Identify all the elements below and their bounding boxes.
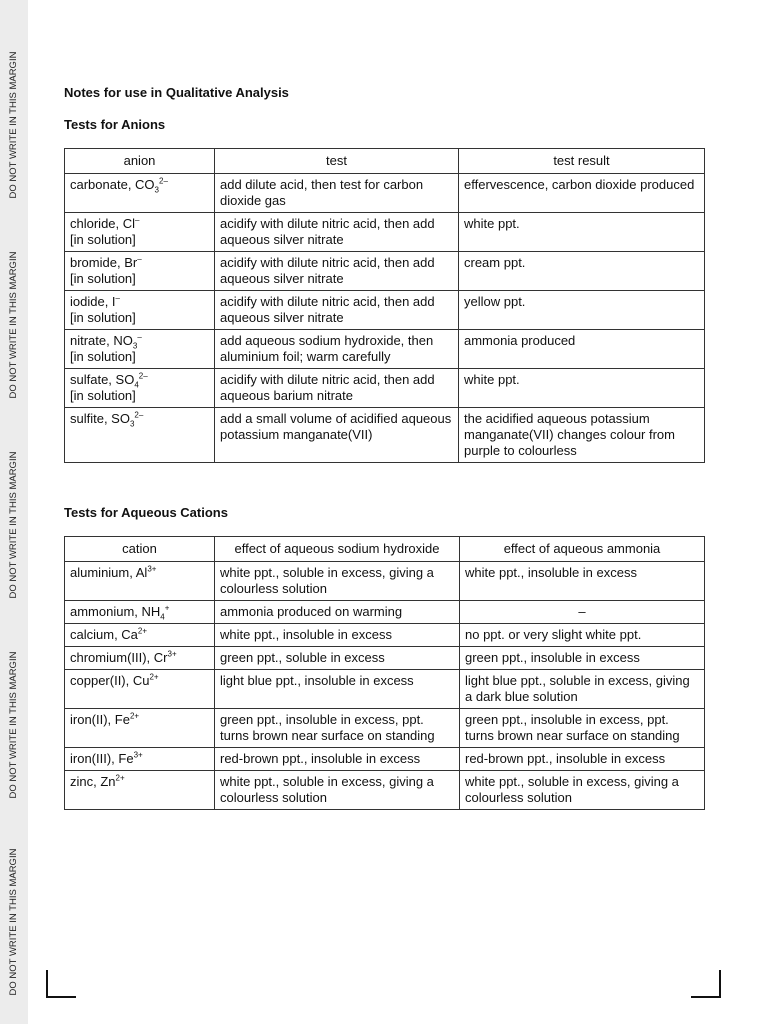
column-header: anion [65,149,215,174]
table-row [65,562,705,601]
result-cell: the acidified aqueous potassium manganate(VII) changes colour from purple to colourless [459,408,705,463]
table-row [65,252,705,291]
crop-mark-right [691,996,721,998]
column-header: test result [459,149,705,174]
anion-subscript: 3 [132,341,138,351]
table-row [65,771,705,810]
anion-name: carbonate, CO [70,177,155,192]
page-title: Notes for use in Qualitative Analysis [64,85,289,100]
table-row [65,408,705,463]
cation-cell [65,748,215,771]
margin-warning: DO NOT WRITE IN THIS MARGIN [8,251,19,399]
result-cell: cream ppt. [459,252,705,291]
cation-name: iron(II), Fe [70,712,130,727]
column-header: effect of aqueous ammonia [460,537,705,562]
anions-table [64,148,705,463]
cation-charge: 3+ [147,564,157,574]
anion-charge: 2– [159,176,168,186]
ammonia-effect-cell: white ppt., soluble in excess, giving a colourless solution [460,771,705,810]
anion-charge: 2– [134,410,144,420]
crop-mark-left [46,970,48,998]
ammonia-effect-cell: green ppt., insoluble in excess [460,647,705,670]
cation-subscript: 4 [160,612,165,622]
anion-name: sulfate, SO [70,372,135,387]
table-row [65,709,705,748]
result-cell: ammonia produced [459,330,705,369]
anion-note: [in solution] [70,232,136,247]
column-header: test [215,149,459,174]
anion-name: bromide, Br [70,255,138,270]
anion-charge: 2– [138,371,148,381]
cation-name: aluminium, Al [70,565,148,580]
ammonia-effect-cell: red-brown ppt., insoluble in excess [460,748,705,771]
cation-name: chromium(III), Cr [70,650,168,665]
result-cell: white ppt. [459,369,705,408]
cation-cell [65,771,215,810]
column-header: cation [65,537,215,562]
naoh-effect-cell: white ppt., soluble in excess, giving a colourless solution [215,771,460,810]
cation-charge: 2+ [149,672,159,682]
cations-table [64,536,705,810]
result-cell: effervescence, carbon dioxide produced [459,174,705,213]
cation-charge: 2+ [129,711,140,721]
result-cell: white ppt. [459,213,705,252]
table-row [65,624,705,647]
naoh-effect-cell: green ppt., insoluble in excess, ppt. turns brown near surface on standing [215,709,460,748]
test-cell: add a small volume of acidified aqueous potassium manganate(VII) [215,408,459,463]
cation-charge: 2+ [115,773,125,783]
table-row [65,213,705,252]
cation-cell [65,562,215,601]
cation-cell [65,601,215,624]
table-row [65,670,705,709]
margin-warning: DO NOT WRITE IN THIS MARGIN [8,51,19,199]
ammonia-effect-cell: – [460,601,705,624]
ammonia-effect-cell: green ppt., insoluble in excess, ppt. turns brown near surface on standing [460,709,705,748]
anion-cell [65,213,215,252]
table-row [65,748,705,771]
anion-cell [65,330,215,369]
test-cell: acidify with dilute nitric acid, then add aqueous silver nitrate [215,252,459,291]
column-header: effect of aqueous sodium hydroxide [215,537,460,562]
cation-cell [65,670,215,709]
anion-subscript: 4 [134,380,139,390]
naoh-effect-cell: red-brown ppt., insoluble in excess [215,748,460,771]
crop-mark-left [46,996,76,998]
cation-name: copper(II), Cu [70,673,150,688]
anion-name: sulfite, SO [70,411,130,426]
cation-charge: 3+ [133,750,143,760]
anion-cell [65,408,215,463]
cations-header-row [65,537,705,562]
ammonia-effect-cell: light blue ppt., soluble in excess, giving a dark blue solution [460,670,705,709]
cation-cell [65,647,215,670]
cation-charge: 2+ [137,626,148,636]
margin-warning: DO NOT WRITE IN THIS MARGIN [8,848,19,996]
naoh-effect-cell: light blue ppt., insoluble in excess [215,670,460,709]
cations-heading: Tests for Aqueous Cations [64,505,228,520]
anions-heading: Tests for Anions [64,117,166,132]
anion-subscript: 3 [154,185,159,195]
test-cell: add dilute acid, then test for carbon dioxide gas [215,174,459,213]
anion-name: nitrate, NO [70,333,133,348]
table-row [65,174,705,213]
anions-header-row [65,149,705,174]
anion-charge: – [115,293,120,303]
cation-cell [65,624,215,647]
anion-note: [in solution] [70,271,136,286]
naoh-effect-cell: ammonia produced on warming [215,601,460,624]
table-row [65,601,705,624]
margin-warning: DO NOT WRITE IN THIS MARGIN [8,651,19,799]
naoh-effect-cell: white ppt., insoluble in excess [215,624,460,647]
cation-name: zinc, Zn [70,774,116,789]
margin-warning: DO NOT WRITE IN THIS MARGIN [8,451,19,599]
naoh-effect-cell: white ppt., soluble in excess, giving a colourless solution [215,562,460,601]
result-cell: yellow ppt. [459,291,705,330]
cation-charge: + [164,603,170,613]
anion-cell [65,291,215,330]
anion-subscript: 3 [129,419,135,429]
cation-cell [65,709,215,748]
test-cell: acidify with dilute nitric acid, then add aqueous silver nitrate [215,291,459,330]
cation-name: iron(III), Fe [70,751,134,766]
ammonia-effect-cell: no ppt. or very slight white ppt. [460,624,705,647]
test-cell: add aqueous sodium hydroxide, then aluminium foil; warm carefully [215,330,459,369]
anion-note: [in solution] [70,349,136,364]
crop-mark-right [719,970,721,998]
anion-note: [in solution] [70,310,136,325]
ammonia-effect-cell: white ppt., insoluble in excess [460,562,705,601]
cation-charge: 3+ [167,649,177,659]
test-cell: acidify with dilute nitric acid, then add aqueous silver nitrate [215,213,459,252]
anion-charge: – [137,332,142,342]
anion-name: chloride, Cl [70,216,136,231]
anion-cell [65,369,215,408]
table-row [65,369,705,408]
anion-charge: – [135,215,140,225]
anion-note: [in solution] [70,388,136,403]
anion-cell [65,252,215,291]
table-row [65,291,705,330]
test-cell: acidify with dilute nitric acid, then add aqueous barium nitrate [215,369,459,408]
anion-name: iodide, I [70,294,116,309]
table-row [65,330,705,369]
cation-name: ammonium, NH [70,604,161,619]
anion-cell [65,174,215,213]
anion-charge: – [137,254,142,264]
naoh-effect-cell: green ppt., soluble in excess [215,647,460,670]
cation-name: calcium, Ca [70,627,138,642]
table-row [65,647,705,670]
margin-strip [0,0,28,1024]
